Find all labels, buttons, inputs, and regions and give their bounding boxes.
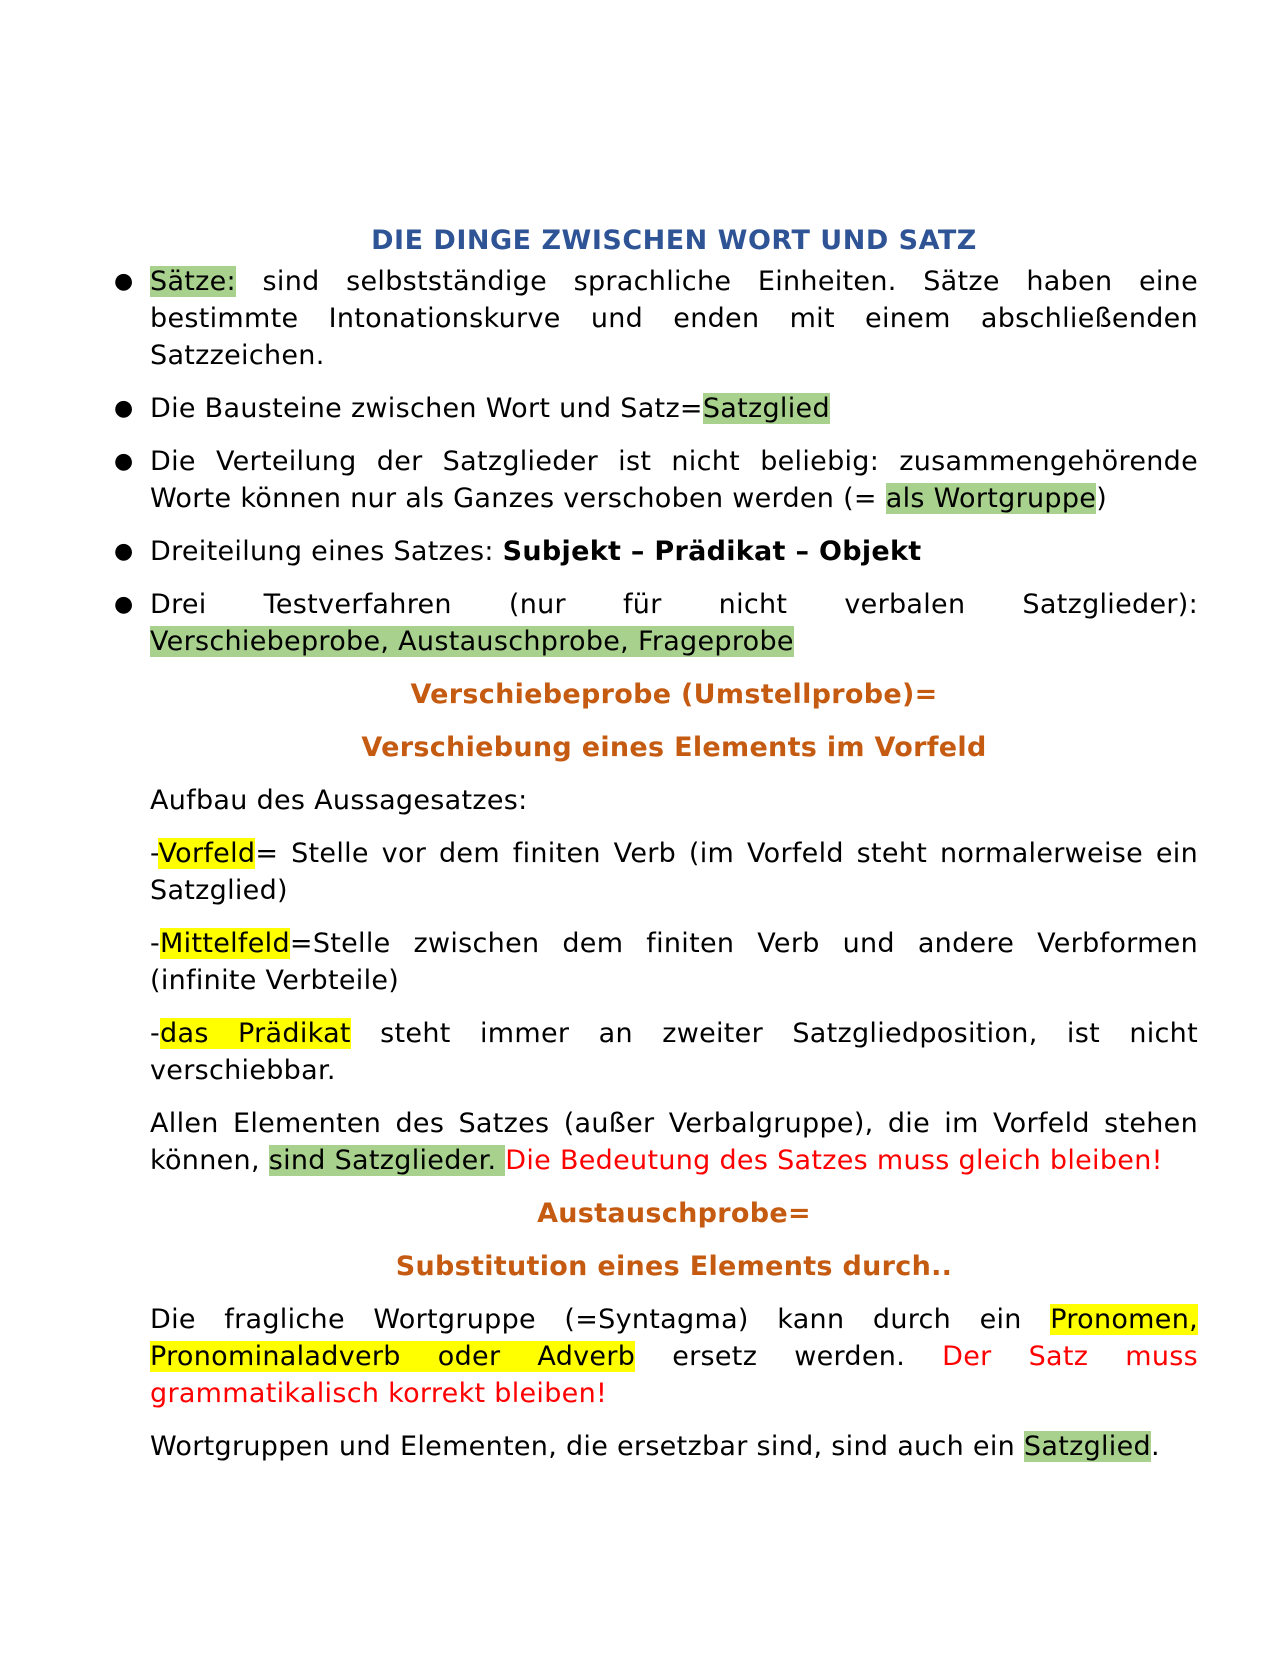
paragraph-wortgruppen	[150, 1428, 1198, 1465]
list-item	[114, 533, 1198, 570]
list-item	[114, 390, 1198, 427]
paragraph-intro: Aufbau des Aussagesatzes:	[150, 785, 528, 816]
section-heading: Austauschprobe=	[537, 1198, 811, 1229]
paragraph-allen	[150, 1105, 1198, 1179]
word: (nur	[508, 589, 566, 620]
word: Drei	[150, 589, 207, 620]
list-item	[114, 586, 1198, 660]
page-title: DIE DINGE ZWISCHEN WORT UND SATZ	[371, 225, 977, 256]
highlight-term: sind Satzglieder.	[268, 1145, 506, 1176]
highlight-term: Sätze:	[150, 266, 236, 297]
warning-text: Der Satz muss grammatikalisch korrekt bleiben!	[150, 1341, 1199, 1409]
paragraph-text: = Stelle vor dem finiten Verb (im Vorfeld steht normalerweise ein Satzglied)	[150, 838, 1198, 906]
highlight-term: Pronomen, Pronominaladverb oder Adverb	[150, 1304, 1198, 1372]
paragraph-text: Wortgruppen und Elementen, die ersetzbar sind, sind auch ein	[150, 1431, 1024, 1462]
paragraph-text: steht immer an zweiter Satzgliedposition, ist nicht verschiebbar.	[150, 1018, 1198, 1086]
dash: -	[150, 928, 161, 959]
document-page	[114, 222, 1199, 1481]
section-heading: Verschiebeprobe (Umstellprobe)=	[410, 679, 938, 710]
highlight-term: Verschiebeprobe, Austauschprobe, Frageprobe	[150, 626, 794, 657]
highlight-term: Mittelfeld	[160, 928, 290, 959]
highlight-term: das Prädikat	[160, 1018, 351, 1049]
paragraph-tail: .	[1150, 1431, 1160, 1462]
list-item-text: Die Bausteine zwischen Wort und Satz=	[150, 393, 703, 424]
list-item-tail: )	[1096, 483, 1108, 514]
word: verbalen	[844, 589, 966, 620]
paragraph-praedikat	[150, 1015, 1198, 1089]
bullet-list	[114, 263, 1198, 660]
highlight-term: Satzglied	[702, 393, 830, 424]
dash: -	[150, 1018, 161, 1049]
paragraph-mittelfeld	[150, 925, 1198, 999]
list-item	[114, 443, 1198, 517]
word: Testverfahren	[263, 589, 452, 620]
paragraph-text: Allen Elementen des Satzes (außer Verbalgruppe), die im Vorfeld stehen können,	[150, 1108, 1198, 1176]
word: für	[622, 589, 662, 620]
list-item-spread-line	[150, 586, 1198, 623]
bullet-icon: ●	[114, 396, 134, 421]
section-subheading: Substitution eines Elements durch..	[395, 1251, 953, 1282]
bullet-icon: ●	[114, 269, 134, 294]
bold-term: Subjekt – Prädikat – Objekt	[502, 536, 922, 567]
paragraph-text: Die fragliche Wortgruppe (=Syntagma) kann durch ein	[150, 1304, 1051, 1335]
word: nicht	[718, 589, 788, 620]
highlight-term: als Wortgruppe	[885, 483, 1097, 514]
dash: -	[150, 838, 159, 869]
section-subheading: Verschiebung eines Elements im Vorfeld	[361, 732, 987, 763]
bullet-icon: ●	[114, 449, 134, 474]
paragraph-text: =Stelle zwischen dem finiten Verb und andere Verbformen (infinite Verbteile)	[150, 928, 1198, 996]
list-item-text: Die Verteilung der Satzglieder ist nicht beliebig: zusammengehörende Worte können nur als Ganzes verschoben werden (=	[150, 446, 1198, 514]
list-item	[114, 263, 1198, 374]
warning-text: Die Bedeutung des Satzes muss gleich bleiben!	[505, 1145, 1163, 1176]
bullet-icon: ●	[114, 592, 134, 617]
paragraph-fraglich	[150, 1301, 1198, 1412]
word: Satzglieder):	[1022, 589, 1198, 620]
list-item-text: Dreiteilung eines Satzes:	[150, 536, 503, 567]
bullet-icon: ●	[114, 539, 134, 564]
list-item-text: sind selbstständige sprachliche Einheiten. Sätze haben eine bestimmte Intonationskurve und enden mit einem abschließenden Satzzeichen.	[150, 266, 1198, 371]
paragraph-text: ersetz werden.	[635, 1341, 943, 1372]
paragraph-vorfeld	[150, 835, 1198, 909]
highlight-term: Satzglied	[1023, 1431, 1151, 1462]
highlight-term: Vorfeld	[158, 838, 256, 869]
